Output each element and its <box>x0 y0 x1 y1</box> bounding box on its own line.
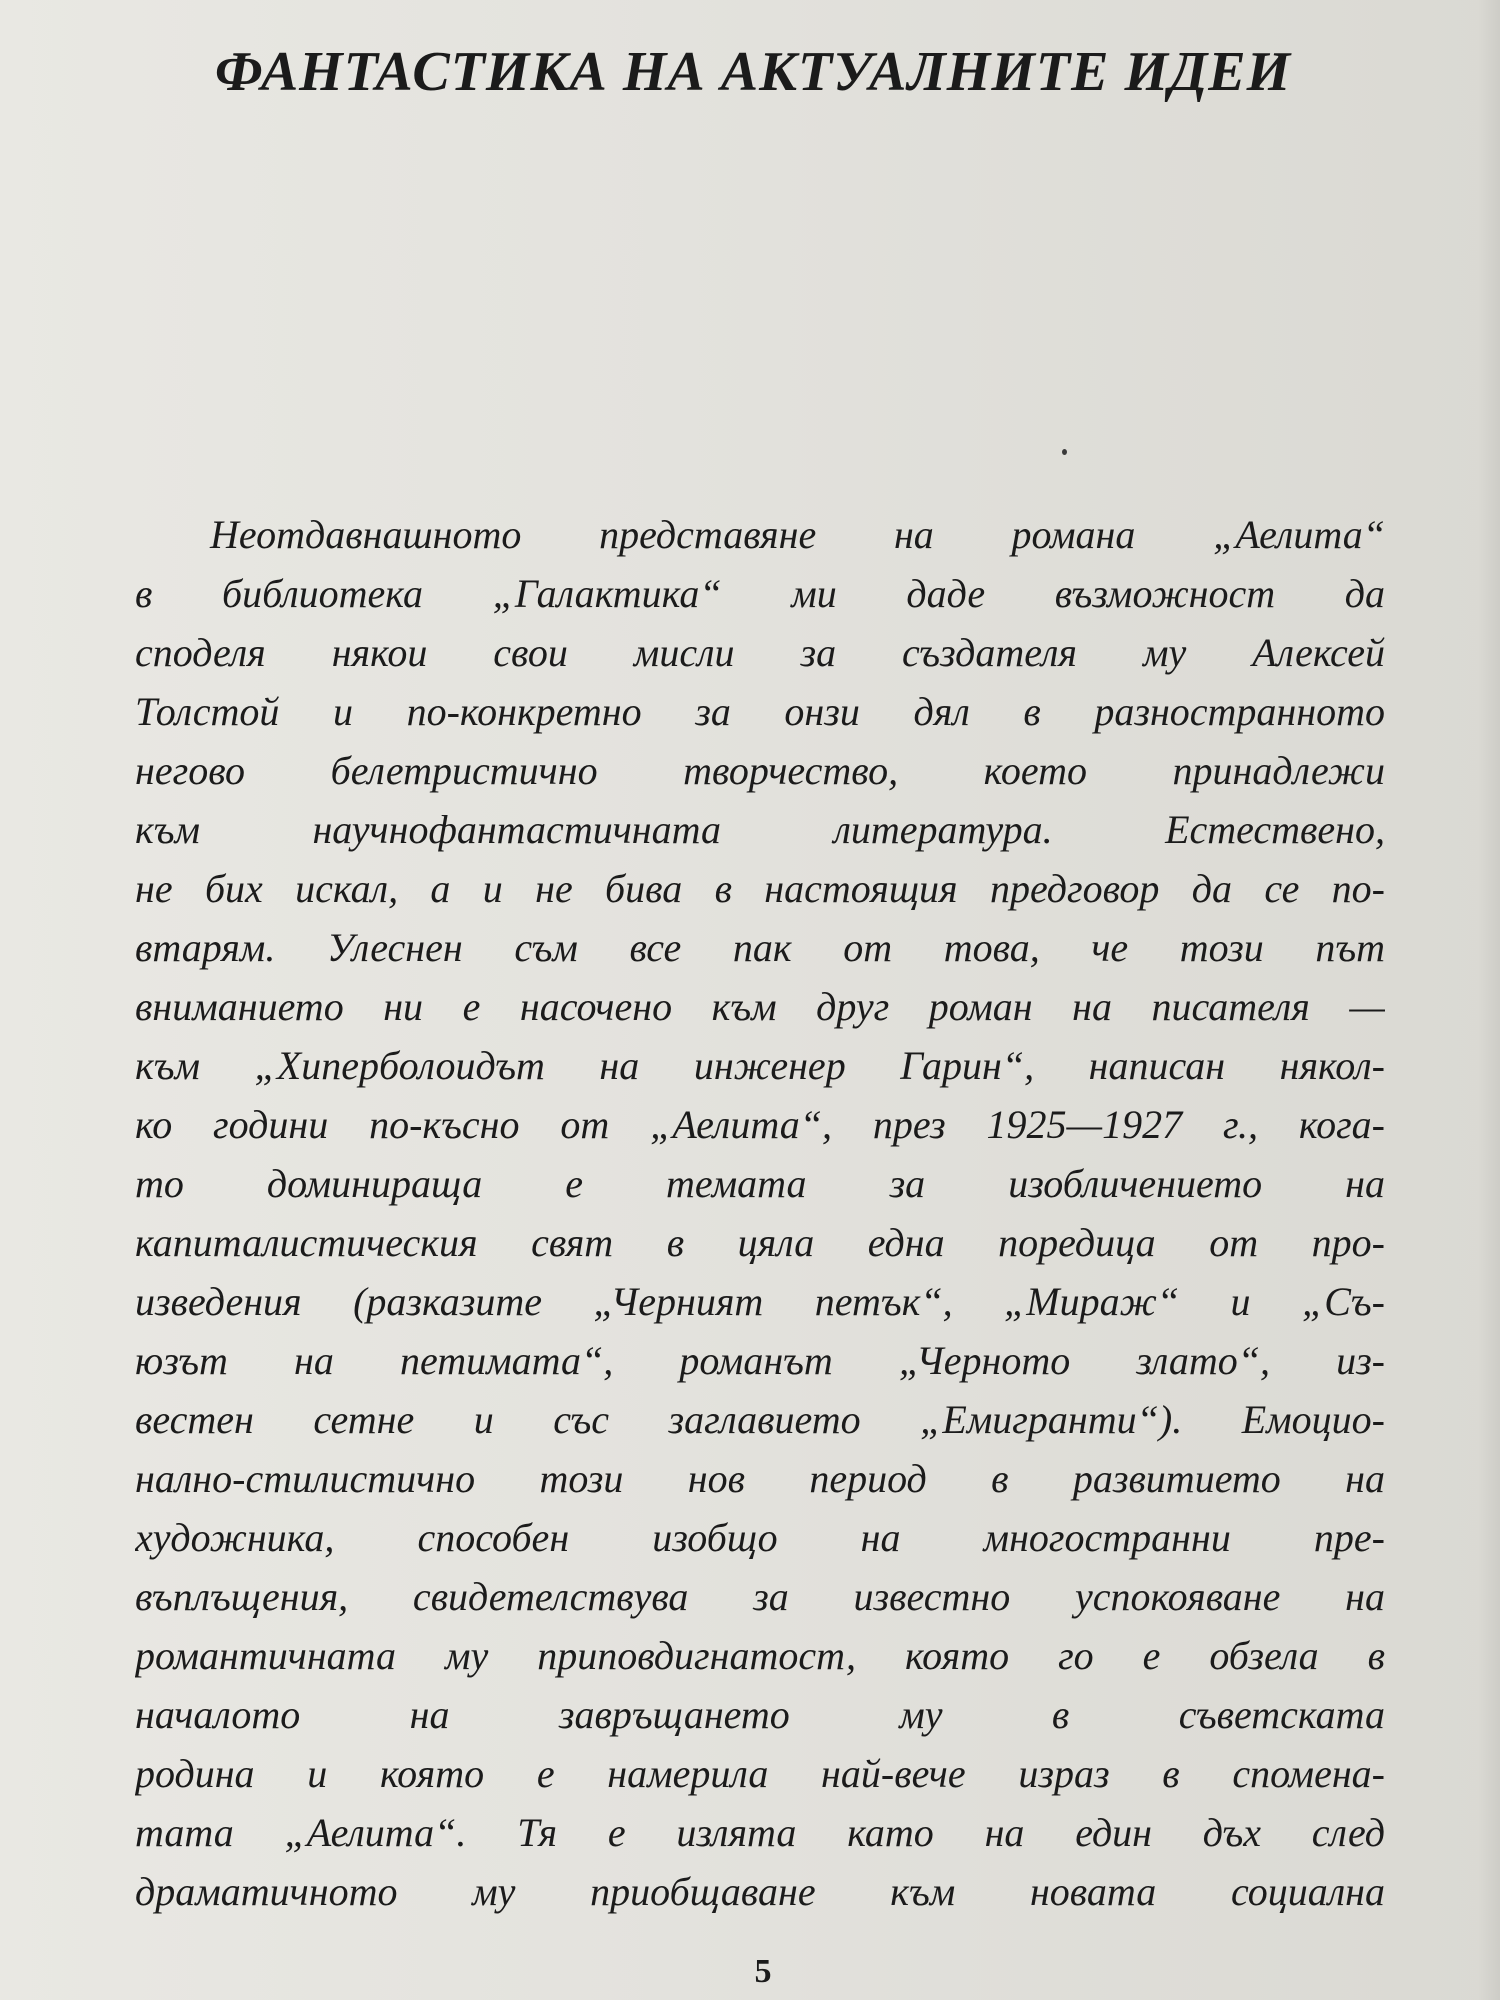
text-line: изведения (разказите „Черният петък“, „Мираж“ и „Съ- <box>135 1279 1385 1324</box>
text-line: вестен сетне и със заглавието „Емигранти“). Емоцио- <box>135 1397 1385 1442</box>
text-line: юзът на петимата“, романът „Черното злато“, из- <box>135 1338 1385 1383</box>
page-number: 5 <box>754 1953 772 1990</box>
text-line: капиталистическия свят в цяла една поредица от про- <box>135 1220 1385 1265</box>
text-line: нално-стилистично този нов период в развитието на <box>135 1456 1385 1501</box>
text-line: втарям. Улеснен съм все пак от това, че този път <box>135 925 1385 970</box>
text-line: началото на завръщането му в съветската <box>135 1692 1385 1737</box>
text-line: споделя някои свои мисли за създателя му Алексей <box>135 630 1385 675</box>
text-line: романтичната му приповдигнатост, която го е обзела в <box>135 1633 1385 1678</box>
text-line: към „Хиперболоидът на инженер Гарин“, написан някол- <box>135 1043 1385 1088</box>
text-line: към научнофантастичната литература. Естествено, <box>135 807 1385 852</box>
text-line: Толстой и по-конкретно за онзи дял в разностранното <box>135 689 1385 734</box>
text-line: не бих искал, а и не бива в настоящия предговор да се по- <box>135 866 1385 911</box>
text-line: драматичното му приобщаване към новата социална <box>135 1869 1385 1914</box>
text-line: тата „Аелита“. Тя е излята като на един дъх след <box>135 1810 1385 1855</box>
text-line: вниманието ни е насочено към друг роман на писателя — <box>135 984 1385 1029</box>
body-paragraph <box>135 505 1385 1921</box>
text-line: въплъщения, свидетелствува за известно успокояване на <box>135 1574 1385 1619</box>
text-line: в библиотека „Галактика“ ми даде възможност да <box>135 571 1385 616</box>
ink-speck <box>1062 449 1067 455</box>
text-line: родина и която е намерила най-вече израз в спомена- <box>135 1751 1385 1796</box>
text-line: ко години по-късно от „Аелита“, през 1925—1927 г., кога- <box>135 1102 1385 1147</box>
text-line: художника, способен изобщо на многостранни пре- <box>135 1515 1385 1560</box>
page-edge-shadow <box>1478 0 1500 2000</box>
text-line: то доминираща е темата за изобличението на <box>135 1161 1385 1206</box>
text-line: Неотдавнашното представяне на романа „Аелита“ <box>210 512 1385 557</box>
text-line: негово белетристично творчество, което принадлежи <box>135 748 1385 793</box>
chapter-heading: ФАНТАСТИКА НА АКТУАЛНИТЕ ИДЕИ <box>215 41 1292 103</box>
